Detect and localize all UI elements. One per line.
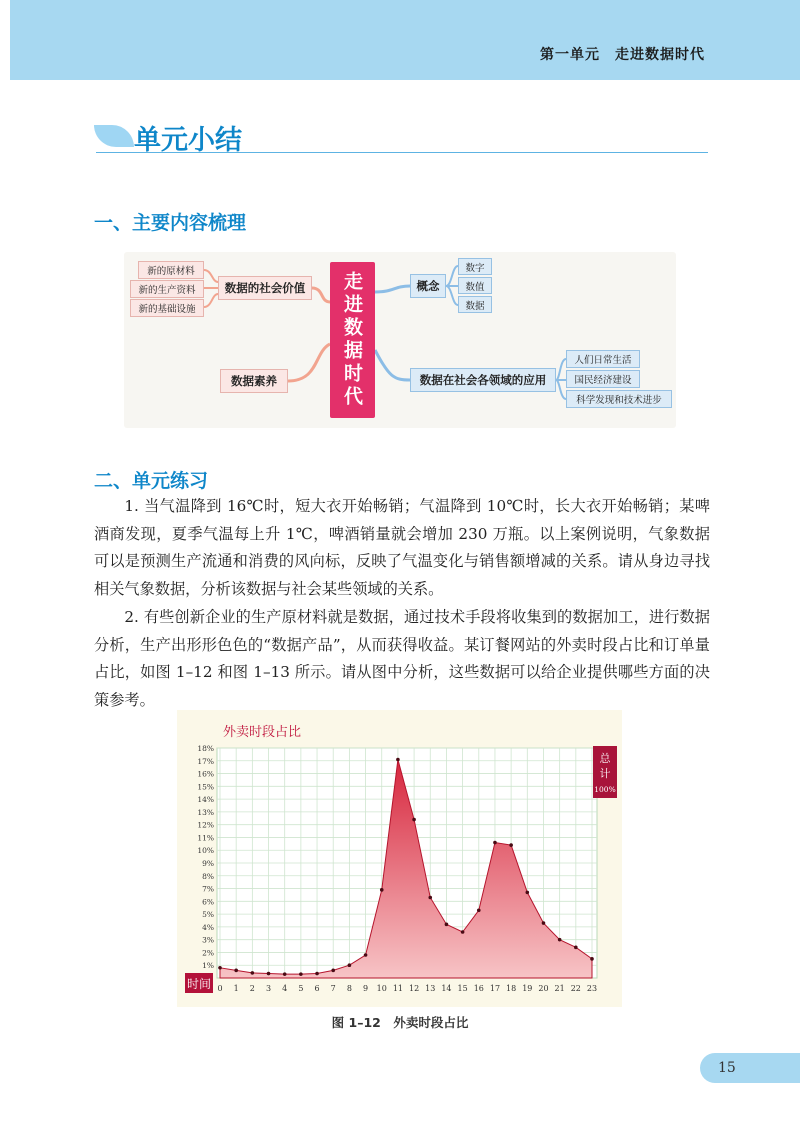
connector-line: [375, 350, 410, 380]
mind-map-item: 新的原材料: [138, 261, 204, 279]
data-point: [218, 966, 222, 970]
x-tick-label: 9: [363, 984, 369, 993]
y-tick-label: 1%: [202, 961, 214, 971]
y-tick-label: 10%: [197, 846, 214, 856]
y-tick-label: 11%: [197, 833, 214, 843]
x-tick-label: 21: [554, 984, 565, 993]
x-axis-label: 时间: [186, 977, 212, 991]
x-tick-label: 19: [522, 984, 533, 993]
y-tick-label: 16%: [197, 769, 214, 779]
title-divider: [96, 152, 708, 153]
mind-map-item: 国民经济建设: [566, 370, 640, 388]
y-tick-label: 9%: [202, 859, 214, 868]
area-chart: [177, 710, 622, 1007]
x-tick-label: 18: [506, 984, 517, 993]
data-point: [412, 818, 416, 822]
y-tick-label: 4%: [202, 922, 214, 932]
data-point: [493, 841, 497, 845]
data-point: [477, 908, 481, 912]
figure-caption: 图 1–12 外卖时段占比: [331, 1015, 469, 1030]
y-tick-label: 18%: [197, 744, 214, 753]
y-tick-label: 6%: [202, 897, 214, 907]
x-tick-label: 22: [570, 984, 581, 993]
page-number: 15: [718, 1060, 736, 1076]
x-tick-label: 17: [489, 984, 501, 993]
x-tick-label: 11: [392, 984, 404, 993]
connector-line: [312, 288, 330, 302]
y-tick-label: 2%: [202, 948, 214, 958]
y-tick-label: 7%: [202, 884, 214, 894]
x-tick-label: 14: [441, 984, 452, 993]
x-tick-label: 7: [330, 984, 336, 993]
exercise-paragraph-2: 2. 有些创新企业的生产原材料就是数据，通过技术手段将收集到的数据加工，进行数据分析，生产出形形色色的“数据产品”，从而获得收益。某订餐网站的外卖时段占比和订单量占比，如图 1–12 和图 1–13 所示。请从图中分析，这些数据可以给企业提供哪些方面的决策参考。: [94, 608, 710, 709]
x-tick-label: 2: [249, 984, 255, 993]
connector-line: [375, 286, 410, 292]
data-point: [267, 972, 271, 976]
data-point: [380, 888, 384, 892]
mind-map-item: 新的生产资料: [130, 280, 204, 298]
x-tick-label: 5: [298, 984, 304, 993]
mind-map: [124, 252, 676, 428]
connector-line: [288, 344, 330, 381]
data-point: [315, 972, 319, 976]
x-tick-label: 13: [425, 984, 436, 993]
x-tick-label: 4: [282, 984, 288, 993]
connector-line: [446, 286, 458, 305]
connector-line: [446, 266, 458, 286]
x-tick-label: 3: [265, 984, 272, 993]
x-tick-label: 12: [408, 984, 420, 993]
mind-map-node-social-value: 数据的社会价值: [218, 276, 312, 300]
x-tick-label: 1: [233, 984, 239, 993]
mind-map-item: 数据: [458, 296, 492, 313]
data-point: [396, 758, 400, 762]
data-point: [558, 938, 562, 942]
data-point: [428, 896, 432, 900]
total-value: 100%: [594, 785, 616, 794]
data-point: [364, 953, 368, 957]
data-point: [445, 923, 449, 927]
data-point: [526, 891, 530, 895]
connector-line: [204, 270, 218, 282]
y-tick-label: 15%: [197, 782, 214, 792]
running-header: 第一单元 走进数据时代: [540, 47, 705, 63]
connector-line: [556, 359, 566, 380]
mind-map-node-concept: 概念: [410, 274, 446, 298]
x-tick-label: 16: [473, 984, 484, 993]
y-tick-label: 5%: [202, 910, 214, 920]
data-point: [348, 963, 352, 967]
chart-title: 外卖时段占比: [223, 725, 302, 740]
heading-summary: 一、主要内容梳理: [94, 212, 247, 234]
heading-exercise: 二、单元练习: [94, 470, 209, 492]
x-tick-label: 15: [457, 984, 468, 993]
data-point: [461, 930, 465, 934]
mind-map-node-application: 数据在社会各领域的应用: [410, 368, 556, 392]
data-point: [509, 843, 513, 847]
leaf-icon: [94, 125, 134, 147]
header-band: [10, 0, 800, 80]
mind-map-center: 走进数据时代: [330, 262, 375, 418]
y-tick-label: 12%: [197, 820, 214, 830]
data-point: [234, 969, 238, 973]
x-tick-label: 0: [217, 984, 223, 993]
y-tick-label: 13%: [197, 807, 214, 817]
connector-line: [204, 294, 218, 307]
y-tick-label: 8%: [202, 871, 214, 881]
total-label-2: 计: [599, 767, 611, 780]
data-point: [283, 972, 287, 976]
data-point: [542, 921, 546, 925]
mind-map-item: 数值: [458, 277, 492, 294]
data-point: [251, 971, 255, 975]
mind-map-item: 数字: [458, 258, 492, 275]
x-tick-label: 20: [538, 984, 549, 993]
chart-figure: [177, 710, 622, 1007]
mind-map-node-literacy: 数据素养: [220, 369, 288, 393]
mind-map-item: 新的基础设施: [130, 299, 204, 317]
y-tick-label: 3%: [202, 935, 214, 945]
data-point: [590, 957, 594, 961]
section-title: 单元小结: [134, 125, 242, 156]
mind-map-item: 人们日常生活: [566, 350, 640, 368]
x-tick-label: 10: [376, 984, 387, 993]
x-tick-label: 23: [586, 984, 598, 993]
y-tick-label: 14%: [197, 795, 214, 805]
y-tick-label: 17%: [197, 756, 214, 766]
page-number-tab: [700, 1053, 800, 1083]
total-label-1: 总: [599, 752, 611, 765]
connector-line: [556, 380, 566, 399]
data-point: [331, 969, 335, 973]
exercise-paragraph-1: 1. 当气温降到 16℃时，短大衣开始畅销；气温降到 10℃时，长大衣开始畅销；某啤酒商发现，夏季气温每上升 1℃，啤酒销量就会增加 230 万瓶。以上案例说明，气象数据可以是预测生产流通和消费的风向标，反映了气温变化与销售额增减的关系。请从身边寻找相关气象数据，分析该数据与社会某些领域的关系。: [94, 497, 710, 598]
x-tick-label: 8: [346, 984, 352, 993]
x-tick-label: 6: [314, 984, 320, 993]
mind-map-item: 科学发现和技术进步: [566, 390, 672, 408]
data-point: [574, 946, 578, 950]
data-point: [299, 972, 303, 976]
